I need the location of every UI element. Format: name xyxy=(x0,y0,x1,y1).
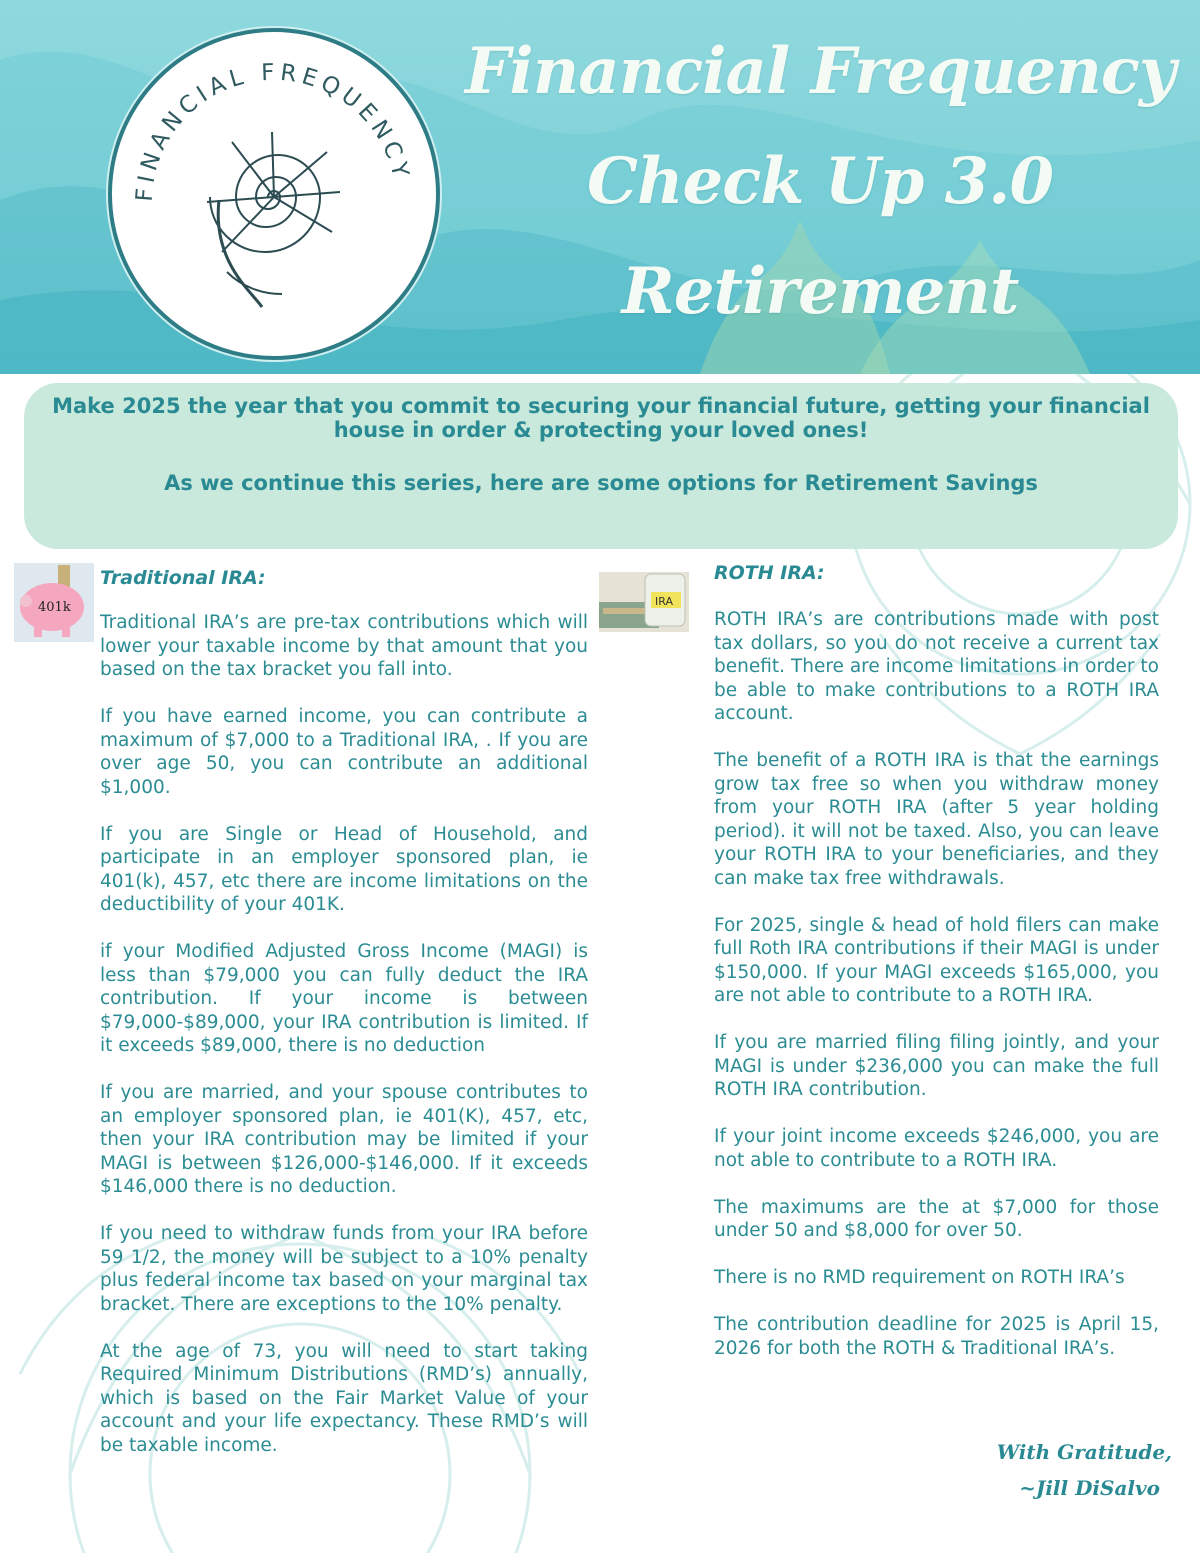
traditional-paragraph: Traditional IRA’s are pre-tax contributions which will lower your taxable income by that amount that you based on the tax bracket you fall into. xyxy=(100,612,588,680)
piggy-label: 401k xyxy=(38,600,71,615)
roth-paragraph: The benefit of a ROTH IRA is that the earnings grow tax free so when you withdraw money from your ROTH IRA (after 5 year holding period). it will not be taxed. Also, you can leave your ROTH IRA to your beneficiaries, and they can make tax free withdrawals. xyxy=(714,750,1159,889)
title-line-3: Retirement xyxy=(621,254,1019,329)
traditional-heading: Traditional IRA: xyxy=(100,567,266,589)
roth-paragraph: The maximums are the at $7,000 for those under 50 and $8,000 for over 50. xyxy=(714,1196,1159,1241)
roth-body xyxy=(714,608,1159,1384)
roth-paragraph: For 2025, single & head of hold filers can make full Roth IRA contributions if their MAGI is under $150,000. If your MAGI exceeds $165,000, you are not able to contribute to a ROTH IRA. xyxy=(714,914,1159,1006)
piggy-bank-image xyxy=(14,563,94,642)
traditional-paragraph: If you have earned income, you can contribute a maximum of $7,000 to a Traditional IRA, . If you are over age 50, you can contribute an additional $1,000. xyxy=(100,706,588,798)
ira-jar-image xyxy=(599,572,689,632)
roth-heading: ROTH IRA: xyxy=(714,562,825,584)
traditional-paragraph: If you need to withdraw funds from your IRA before 59 1/2, the money will be subject to a 10% penalty plus federal income tax based on your marginal tax bracket. There are exceptions to the 10% penalty. xyxy=(100,1223,588,1315)
signature-closing: With Gratitude, xyxy=(996,1440,1172,1464)
traditional-paragraph: If you are married, and your spouse contributes to an employer sponsored plan, ie 401(K), 457, etc, then your IRA contribution may be limited if your MAGI is between $126,000-$146,000. If it exceeds $146,000 there is no deduction. xyxy=(100,1082,588,1197)
title-line-2: Check Up 3.0 xyxy=(587,144,1053,219)
traditional-paragraph: At the age of 73, you will need to start taking Required Minimum Distributions (RMD’s) annually, which is based on the Fair Market Value of your account and your life expectancy. These RMD’s will be taxable income. xyxy=(100,1340,588,1456)
traditional-body xyxy=(100,611,588,1481)
title-line-1: Financial Frequency xyxy=(464,34,1176,109)
logo xyxy=(108,28,440,360)
roth-paragraph: If you are married filing filing jointly, and your MAGI is under $236,000 you can make the full ROTH IRA contribution. xyxy=(714,1032,1159,1100)
roth-paragraph: There is no RMD requirement on ROTH IRA’s xyxy=(714,1267,1125,1288)
roth-paragraph: ROTH IRA’s are contributions made with post tax dollars, so you do not receive a current tax benefit. There are income limitations in order to be able to make contributions to a ROTH IRA account. xyxy=(714,609,1159,724)
roth-paragraph: If your joint income exceeds $246,000, you are not able to contribute to a ROTH IRA. xyxy=(714,1126,1159,1171)
jar-label: IRA xyxy=(655,595,673,608)
nautilus-shell-icon xyxy=(112,32,436,356)
intro-line-2: As we continue this series, here are some options for Retirement Savings xyxy=(164,471,1038,495)
traditional-paragraph: If you are Single or Head of Household, and participate in an employer sponsored plan, ie 401(k), 457, etc there are income limitations on the deductibility of your 401K. xyxy=(100,823,588,915)
traditional-paragraph: if your Modified Adjusted Gross Income (MAGI) is less than $79,000 you can fully deduct the IRA contribution. If your income is between $79,000-$89,000, your IRA contribution is limited. If it exceeds $89,000, there is no deduction xyxy=(100,941,588,1056)
intro-line-1: Make 2025 the year that you commit to securing your financial future, getting your financial house in order & protecting your loved ones! xyxy=(52,394,1150,442)
roth-paragraph: The contribution deadline for 2025 is April 15, 2026 for both the ROTH & Traditional IRA’s. xyxy=(714,1314,1159,1359)
header-banner xyxy=(0,0,1200,374)
logo-text: FINANCIAL FREQUENCY xyxy=(131,59,415,203)
intro-box xyxy=(24,383,1178,549)
signature-name: ~Jill DiSalvo xyxy=(1019,1476,1160,1500)
